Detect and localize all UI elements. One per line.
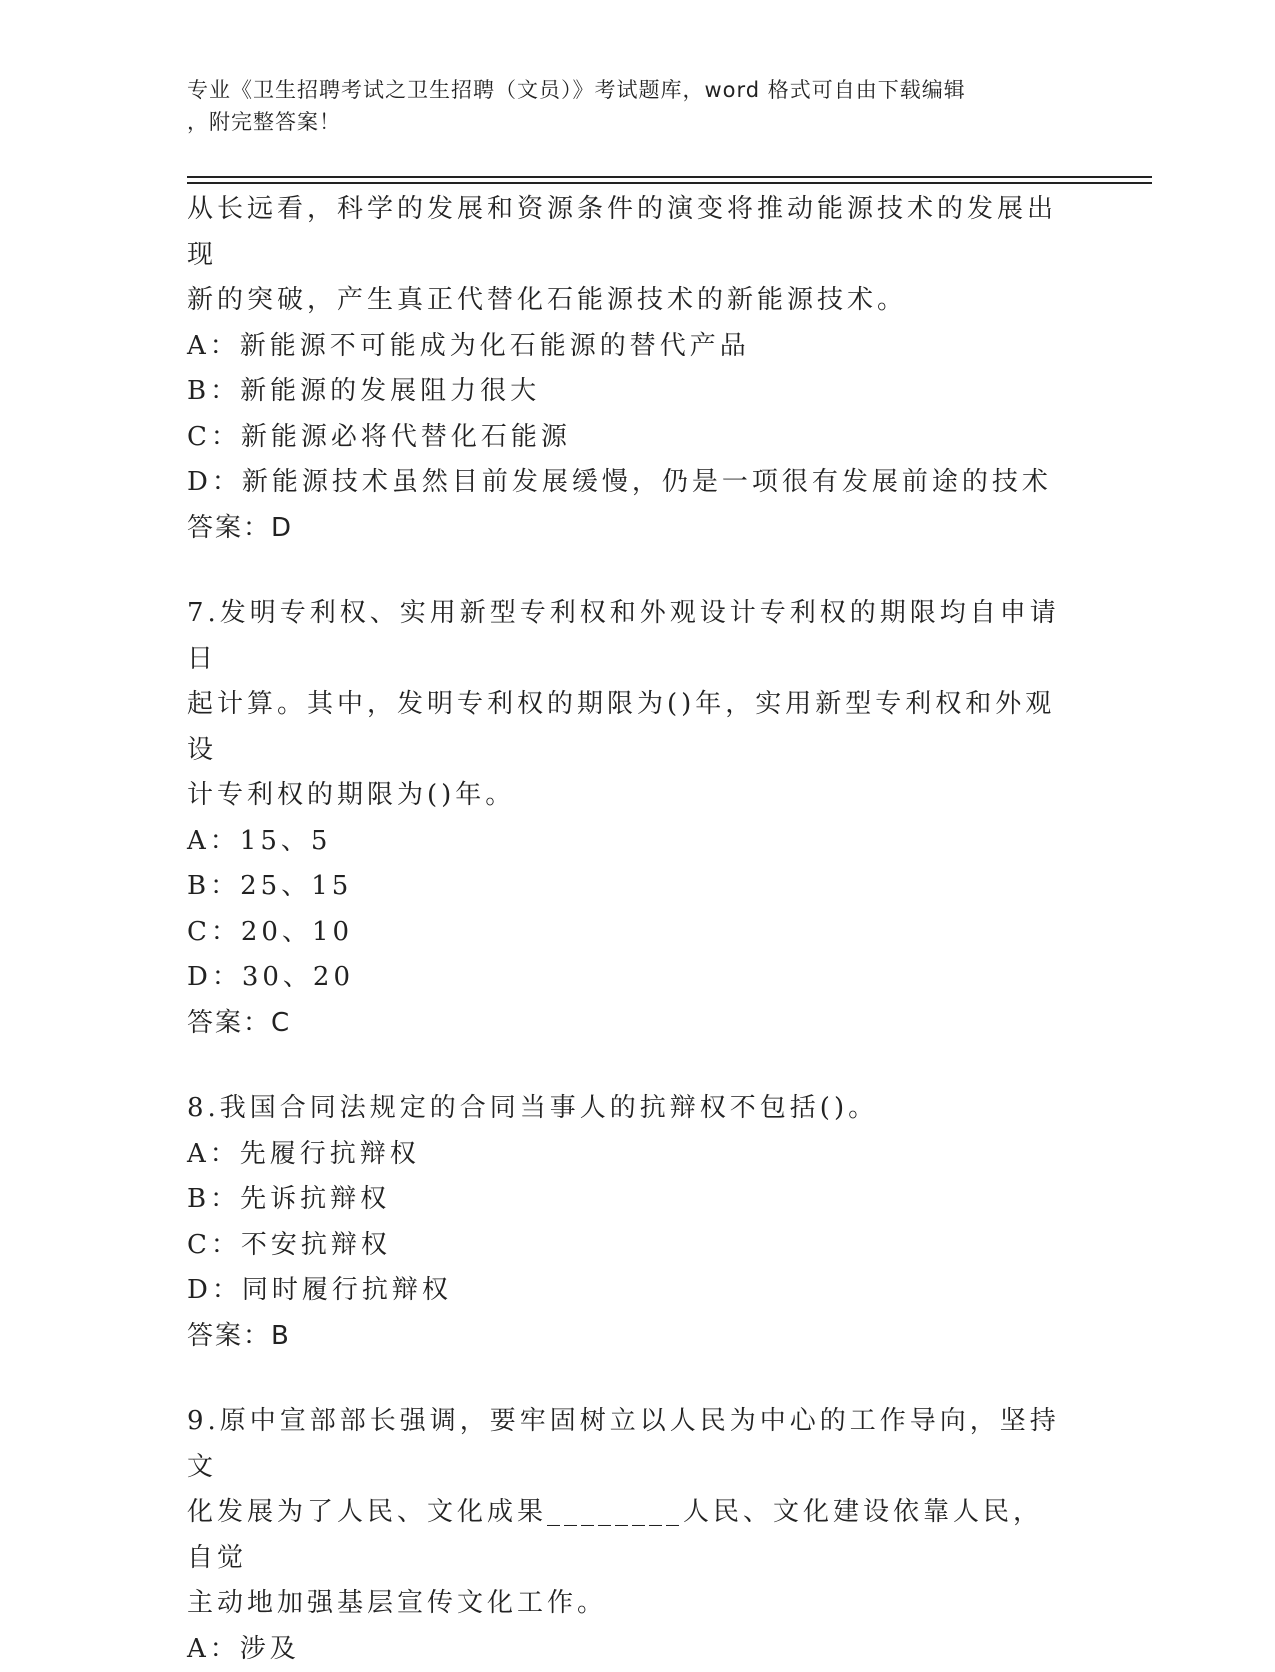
question-block xyxy=(187,1399,1067,1672)
header-divider-top xyxy=(187,176,1152,178)
question-stem-line: 化发展为了人民、文化成果________人民、文化建设依靠人民，自觉 xyxy=(187,1490,1067,1581)
option-b: B：先诉抗辩权 xyxy=(187,1177,1067,1223)
question-block xyxy=(187,591,1067,1046)
question-stem-line: 9.原中宣部部长强调，要牢固树立以人民为中心的工作导向，坚持文 xyxy=(187,1399,1067,1490)
question-block xyxy=(187,1086,1067,1359)
option-d: D：新能源技术虽然目前发展缓慢，仍是一项很有发展前途的技术 xyxy=(187,460,1067,506)
option-b: B：新能源的发展阻力很大 xyxy=(187,369,1067,415)
answer-line: 答案：C xyxy=(187,1001,1067,1047)
question-block xyxy=(187,187,1067,551)
option-d: D：30、20 xyxy=(187,955,1067,1001)
option-c: C：20、10 xyxy=(187,910,1067,956)
header-divider-bottom xyxy=(187,182,1152,184)
option-a: A：新能源不可能成为化石能源的替代产品 xyxy=(187,324,1067,370)
block-spacer xyxy=(187,1359,1067,1399)
option-b: B：25、15 xyxy=(187,864,1067,910)
question-stem-line: 8.我国合同法规定的合同当事人的抗辩权不包括()。 xyxy=(187,1086,1067,1132)
answer-line: 答案：D xyxy=(187,506,1067,552)
question-stem-line: 计专利权的期限为()年。 xyxy=(187,773,1067,819)
document-header-note xyxy=(187,74,1067,138)
question-stem-line: 从长远看，科学的发展和资源条件的演变将推动能源技术的发展出现 xyxy=(187,187,1067,278)
option-a: A：涉及 xyxy=(187,1627,1067,1672)
question-stem-line: 起计算。其中，发明专利权的期限为()年，实用新型专利权和外观设 xyxy=(187,682,1067,773)
option-a: A：先履行抗辩权 xyxy=(187,1132,1067,1178)
option-d: D：同时履行抗辩权 xyxy=(187,1268,1067,1314)
answer-line: 答案：B xyxy=(187,1314,1067,1360)
question-stem-line: 新的突破，产生真正代替化石能源技术的新能源技术。 xyxy=(187,278,1067,324)
header-line-2: ，附完整答案！ xyxy=(187,106,1067,138)
option-c: C：不安抗辩权 xyxy=(187,1223,1067,1269)
option-a: A：15、5 xyxy=(187,819,1067,865)
header-line-1: 专业《卫生招聘考试之卫生招聘（文员）》考试题库，word 格式可自由下载编辑 xyxy=(187,74,1067,106)
block-spacer xyxy=(187,551,1067,591)
question-list xyxy=(187,187,1067,1672)
question-stem-line: 7.发明专利权、实用新型专利权和外观设计专利权的期限均自申请日 xyxy=(187,591,1067,682)
option-c: C：新能源必将代替化石能源 xyxy=(187,415,1067,461)
block-spacer xyxy=(187,1046,1067,1086)
question-stem-line: 主动地加强基层宣传文化工作。 xyxy=(187,1581,1067,1627)
